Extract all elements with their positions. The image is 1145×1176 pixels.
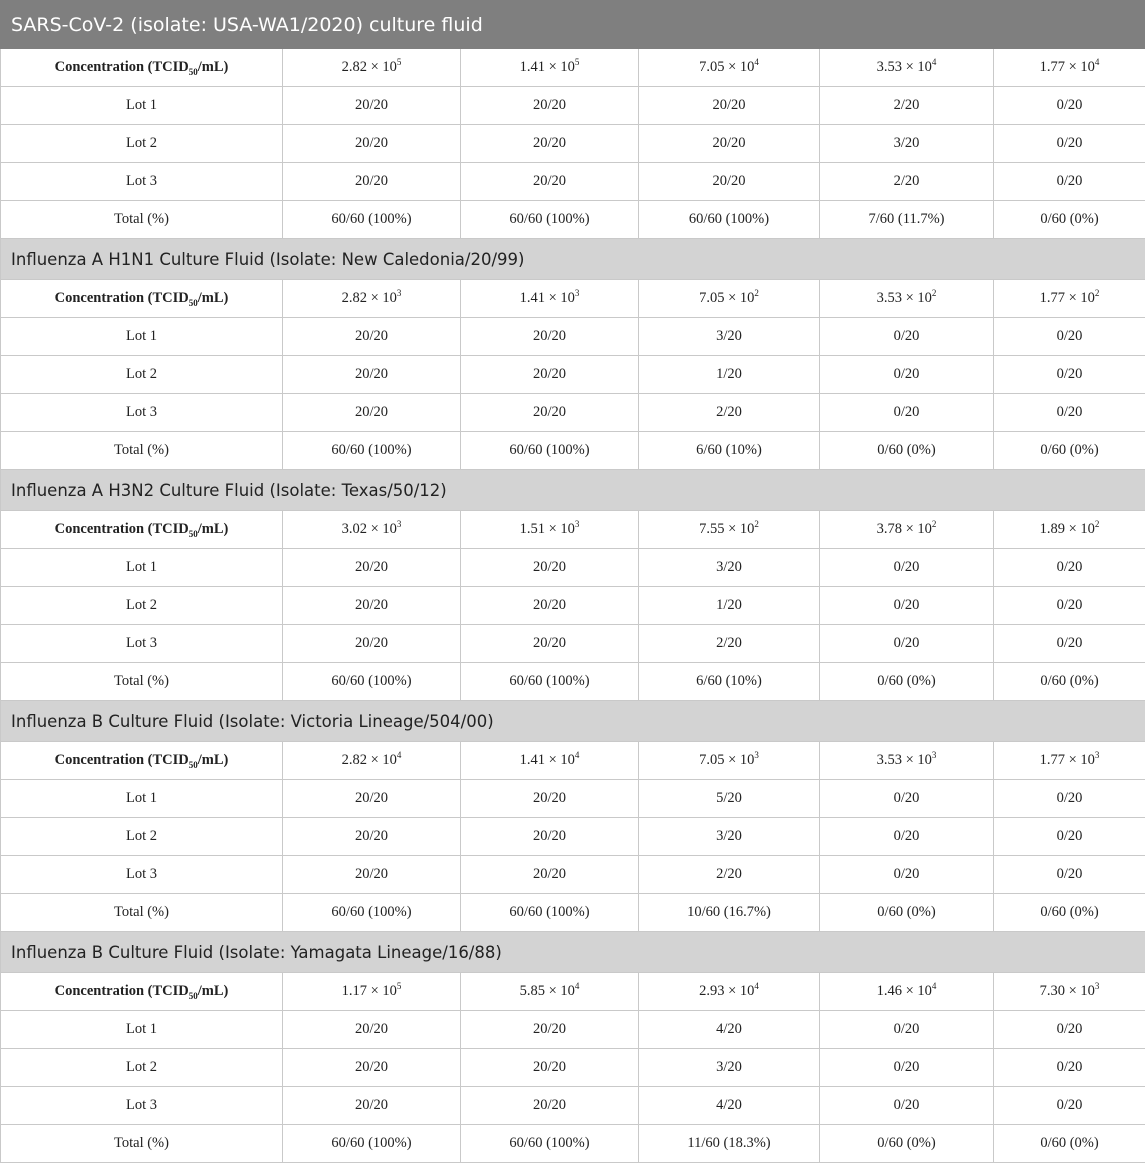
result-cell: 20/20 xyxy=(461,356,639,394)
section-title: SARS-CoV-2 (isolate: USA-WA1/2020) culture fluid xyxy=(1,1,1145,49)
result-cell: 20/20 xyxy=(283,318,461,356)
section-header-row xyxy=(1,1,1145,49)
concentration-label-tail: /mL) xyxy=(197,752,229,768)
concentration-mantissa: 7.05 × 10 xyxy=(699,290,755,306)
concentration-row xyxy=(1,280,1145,318)
concentration-exponent: 4 xyxy=(931,981,937,992)
concentration-exponent: 2 xyxy=(931,519,937,530)
result-cell: 0/60 (0%) xyxy=(820,1125,994,1163)
concentration-mantissa: 7.05 × 10 xyxy=(699,752,755,768)
lot-row xyxy=(1,356,1145,394)
concentration-exponent: 4 xyxy=(396,750,402,761)
lot-row xyxy=(1,549,1145,587)
result-cell: 1/20 xyxy=(639,587,820,625)
result-cell: 0/20 xyxy=(820,625,994,663)
result-cell: 20/20 xyxy=(283,125,461,163)
result-cell: 20/20 xyxy=(283,394,461,432)
concentration-mantissa: 5.85 × 10 xyxy=(519,983,575,999)
concentration-cell xyxy=(461,973,639,1011)
concentration-cell xyxy=(639,742,820,780)
result-cell: 0/60 (0%) xyxy=(994,1125,1145,1163)
section-header-row xyxy=(1,239,1145,280)
result-cell: 7/60 (11.7%) xyxy=(820,201,994,239)
concentration-mantissa: 1.46 × 10 xyxy=(876,983,932,999)
result-cell: 0/20 xyxy=(994,1087,1145,1125)
concentration-cell xyxy=(639,49,820,87)
result-cell: 60/60 (100%) xyxy=(461,1125,639,1163)
concentration-mantissa: 3.53 × 10 xyxy=(876,752,932,768)
result-cell: 0/20 xyxy=(994,318,1145,356)
concentration-cell xyxy=(283,280,461,318)
result-cell: 60/60 (100%) xyxy=(461,894,639,932)
concentration-cell xyxy=(994,49,1145,87)
result-cell: 3/20 xyxy=(639,1049,820,1087)
concentration-mantissa: 1.89 × 10 xyxy=(1039,521,1095,537)
lot-row xyxy=(1,163,1145,201)
concentration-exponent: 3 xyxy=(754,750,759,761)
result-cell: 20/20 xyxy=(461,1049,639,1087)
concentration-exponent: 5 xyxy=(396,981,402,992)
lot-row xyxy=(1,625,1145,663)
concentration-exponent: 2 xyxy=(754,288,759,299)
concentration-mantissa: 1.41 × 10 xyxy=(519,290,575,306)
concentration-mantissa: 1.41 × 10 xyxy=(519,59,575,75)
concentration-exponent: 3 xyxy=(1094,750,1100,761)
concentration-mantissa: 2.82 × 10 xyxy=(341,290,397,306)
row-label: Total (%) xyxy=(1,201,283,239)
result-cell: 1/20 xyxy=(639,356,820,394)
result-cell: 0/20 xyxy=(994,856,1145,894)
concentration-cell xyxy=(283,742,461,780)
row-label: Lot 1 xyxy=(1,318,283,356)
concentration-exponent: 3 xyxy=(931,750,937,761)
lot-row xyxy=(1,318,1145,356)
result-cell: 20/20 xyxy=(461,1087,639,1125)
lot-row xyxy=(1,587,1145,625)
concentration-row xyxy=(1,742,1145,780)
result-cell: 20/20 xyxy=(639,163,820,201)
concentration-label-main: Concentration (TCID xyxy=(54,59,189,75)
result-cell: 0/20 xyxy=(994,394,1145,432)
concentration-exponent: 4 xyxy=(754,57,759,68)
result-cell: 20/20 xyxy=(283,625,461,663)
concentration-label-main: Concentration (TCID xyxy=(54,983,189,999)
result-cell: 6/60 (10%) xyxy=(639,432,820,470)
result-cell: 0/20 xyxy=(820,394,994,432)
concentration-label-tail: /mL) xyxy=(197,521,229,537)
section-header-row xyxy=(1,470,1145,511)
row-label: Lot 3 xyxy=(1,625,283,663)
result-cell: 20/20 xyxy=(639,87,820,125)
result-cell: 60/60 (100%) xyxy=(461,201,639,239)
lot-row xyxy=(1,1049,1145,1087)
section-title: Influenza B Culture Fluid (Isolate: Victoria Lineage/504/00) xyxy=(1,701,1145,742)
result-cell: 2/20 xyxy=(639,856,820,894)
result-cell: 3/20 xyxy=(639,818,820,856)
concentration-cell xyxy=(994,511,1145,549)
result-cell: 0/60 (0%) xyxy=(994,894,1145,932)
result-cell: 0/20 xyxy=(994,625,1145,663)
result-cell: 0/20 xyxy=(820,1011,994,1049)
result-cell: 20/20 xyxy=(283,1087,461,1125)
result-cell: 0/60 (0%) xyxy=(994,663,1145,701)
result-cell: 20/20 xyxy=(283,1049,461,1087)
concentration-label xyxy=(1,511,283,549)
result-cell: 0/20 xyxy=(820,318,994,356)
concentration-cell xyxy=(461,280,639,318)
result-cell: 4/20 xyxy=(639,1087,820,1125)
lot-row xyxy=(1,818,1145,856)
concentration-mantissa: 1.51 × 10 xyxy=(519,521,575,537)
result-cell: 20/20 xyxy=(461,394,639,432)
concentration-exponent: 4 xyxy=(1094,57,1100,68)
result-cell: 0/20 xyxy=(994,125,1145,163)
result-cell: 0/20 xyxy=(994,163,1145,201)
result-cell: 20/20 xyxy=(461,318,639,356)
row-label: Lot 3 xyxy=(1,394,283,432)
result-cell: 3/20 xyxy=(639,549,820,587)
concentration-exponent: 3 xyxy=(574,288,580,299)
result-cell: 0/20 xyxy=(820,356,994,394)
result-cell: 20/20 xyxy=(461,125,639,163)
row-label: Lot 1 xyxy=(1,549,283,587)
result-cell: 60/60 (100%) xyxy=(639,201,820,239)
result-cell: 2/20 xyxy=(820,87,994,125)
result-cell: 0/20 xyxy=(994,1049,1145,1087)
concentration-mantissa: 7.55 × 10 xyxy=(699,521,755,537)
result-cell: 20/20 xyxy=(283,780,461,818)
result-cell: 0/20 xyxy=(994,549,1145,587)
concentration-cell xyxy=(820,511,994,549)
row-label: Total (%) xyxy=(1,894,283,932)
result-cell: 0/20 xyxy=(994,356,1145,394)
result-cell: 2/20 xyxy=(639,625,820,663)
concentration-label-subscript: 50 xyxy=(188,990,198,1001)
concentration-cell xyxy=(283,973,461,1011)
total-row xyxy=(1,894,1145,932)
concentration-exponent: 2 xyxy=(1094,519,1100,530)
section-header-row xyxy=(1,701,1145,742)
concentration-row xyxy=(1,973,1145,1011)
concentration-mantissa: 3.02 × 10 xyxy=(341,521,397,537)
result-cell: 60/60 (100%) xyxy=(283,894,461,932)
result-cell: 4/20 xyxy=(639,1011,820,1049)
concentration-exponent: 2 xyxy=(931,288,937,299)
result-cell: 0/20 xyxy=(820,587,994,625)
result-cell: 3/20 xyxy=(639,318,820,356)
result-cell: 3/20 xyxy=(820,125,994,163)
result-cell: 0/20 xyxy=(820,780,994,818)
concentration-mantissa: 3.78 × 10 xyxy=(876,521,932,537)
result-cell: 60/60 (100%) xyxy=(461,432,639,470)
section-title: Influenza A H1N1 Culture Fluid (Isolate: New Caledonia/20/99) xyxy=(1,239,1145,280)
concentration-cell xyxy=(639,973,820,1011)
row-label: Lot 2 xyxy=(1,125,283,163)
concentration-cell xyxy=(639,280,820,318)
result-cell: 0/20 xyxy=(994,780,1145,818)
concentration-cell xyxy=(639,511,820,549)
total-row xyxy=(1,432,1145,470)
result-cell: 2/20 xyxy=(820,163,994,201)
concentration-label-subscript: 50 xyxy=(188,297,198,308)
concentration-mantissa: 1.41 × 10 xyxy=(519,752,575,768)
result-cell: 20/20 xyxy=(639,125,820,163)
lot-row xyxy=(1,856,1145,894)
row-label: Lot 2 xyxy=(1,818,283,856)
result-cell: 0/20 xyxy=(994,818,1145,856)
result-cell: 0/60 (0%) xyxy=(820,432,994,470)
concentration-label xyxy=(1,280,283,318)
total-row xyxy=(1,1125,1145,1163)
concentration-mantissa: 2.82 × 10 xyxy=(341,752,397,768)
row-label: Lot 3 xyxy=(1,1087,283,1125)
section-title: Influenza B Culture Fluid (Isolate: Yamagata Lineage/16/88) xyxy=(1,932,1145,973)
result-cell: 20/20 xyxy=(283,1011,461,1049)
row-label: Lot 3 xyxy=(1,856,283,894)
result-cell: 0/20 xyxy=(994,1011,1145,1049)
result-cell: 0/20 xyxy=(820,549,994,587)
concentration-label-subscript: 50 xyxy=(188,759,198,770)
concentration-mantissa: 2.93 × 10 xyxy=(699,983,755,999)
total-row xyxy=(1,663,1145,701)
concentration-mantissa: 7.05 × 10 xyxy=(699,59,755,75)
concentration-label xyxy=(1,742,283,780)
result-cell: 20/20 xyxy=(461,87,639,125)
lot-row xyxy=(1,780,1145,818)
concentration-exponent: 3 xyxy=(574,519,580,530)
section-title: Influenza A H3N2 Culture Fluid (Isolate: Texas/50/12) xyxy=(1,470,1145,511)
concentration-mantissa: 1.77 × 10 xyxy=(1039,59,1095,75)
concentration-mantissa: 3.53 × 10 xyxy=(876,290,932,306)
result-cell: 20/20 xyxy=(283,587,461,625)
row-label: Lot 2 xyxy=(1,356,283,394)
concentration-exponent: 3 xyxy=(396,519,402,530)
row-label: Lot 1 xyxy=(1,1011,283,1049)
concentration-exponent: 4 xyxy=(574,750,580,761)
result-cell: 60/60 (100%) xyxy=(283,1125,461,1163)
row-label: Lot 1 xyxy=(1,87,283,125)
section-header-row xyxy=(1,932,1145,973)
row-label: Lot 2 xyxy=(1,587,283,625)
concentration-cell xyxy=(461,49,639,87)
concentration-label-tail: /mL) xyxy=(197,59,229,75)
lot-row xyxy=(1,1087,1145,1125)
concentration-cell xyxy=(820,973,994,1011)
result-cell: 20/20 xyxy=(283,163,461,201)
row-label: Total (%) xyxy=(1,432,283,470)
result-cell: 0/60 (0%) xyxy=(820,894,994,932)
result-cell: 20/20 xyxy=(461,163,639,201)
concentration-cell xyxy=(820,742,994,780)
total-row xyxy=(1,201,1145,239)
result-cell: 10/60 (16.7%) xyxy=(639,894,820,932)
row-label: Total (%) xyxy=(1,663,283,701)
concentration-label-tail: /mL) xyxy=(197,983,229,999)
concentration-label-subscript: 50 xyxy=(188,66,198,77)
result-cell: 60/60 (100%) xyxy=(283,201,461,239)
concentration-cell xyxy=(283,49,461,87)
result-cell: 0/20 xyxy=(820,856,994,894)
concentration-exponent: 3 xyxy=(396,288,402,299)
result-cell: 20/20 xyxy=(283,856,461,894)
concentration-exponent: 2 xyxy=(1094,288,1100,299)
result-cell: 20/20 xyxy=(283,87,461,125)
concentration-mantissa: 2.82 × 10 xyxy=(341,59,397,75)
result-cell: 0/20 xyxy=(820,1087,994,1125)
concentration-label xyxy=(1,49,283,87)
result-cell: 0/60 (0%) xyxy=(820,663,994,701)
concentration-exponent: 5 xyxy=(396,57,402,68)
result-cell: 0/60 (0%) xyxy=(994,432,1145,470)
concentration-exponent: 5 xyxy=(574,57,580,68)
result-cell: 20/20 xyxy=(283,356,461,394)
result-cell: 20/20 xyxy=(461,818,639,856)
result-cell: 0/20 xyxy=(994,87,1145,125)
concentration-label-main: Concentration (TCID xyxy=(54,752,189,768)
result-cell: 0/20 xyxy=(820,818,994,856)
concentration-label xyxy=(1,973,283,1011)
row-label: Lot 2 xyxy=(1,1049,283,1087)
concentration-exponent: 3 xyxy=(1094,981,1100,992)
concentration-cell xyxy=(461,742,639,780)
result-cell: 6/60 (10%) xyxy=(639,663,820,701)
result-cell: 20/20 xyxy=(461,780,639,818)
concentration-exponent: 4 xyxy=(574,981,580,992)
concentration-cell xyxy=(820,280,994,318)
lot-row xyxy=(1,1011,1145,1049)
result-cell: 20/20 xyxy=(461,1011,639,1049)
result-cell: 60/60 (100%) xyxy=(461,663,639,701)
concentration-label-main: Concentration (TCID xyxy=(54,521,189,537)
concentration-mantissa: 1.77 × 10 xyxy=(1039,290,1095,306)
lot-row xyxy=(1,125,1145,163)
concentration-mantissa: 1.77 × 10 xyxy=(1039,752,1095,768)
concentration-exponent: 4 xyxy=(754,981,759,992)
concentration-cell xyxy=(820,49,994,87)
concentration-mantissa: 7.30 × 10 xyxy=(1039,983,1095,999)
concentration-cell xyxy=(283,511,461,549)
result-cell: 20/20 xyxy=(461,856,639,894)
result-cell: 20/20 xyxy=(461,587,639,625)
result-cell: 0/20 xyxy=(820,1049,994,1087)
concentration-cell xyxy=(994,742,1145,780)
result-cell: 20/20 xyxy=(461,625,639,663)
concentration-exponent: 2 xyxy=(754,519,759,530)
lot-row xyxy=(1,394,1145,432)
concentration-cell xyxy=(994,973,1145,1011)
concentration-cell xyxy=(461,511,639,549)
result-cell: 60/60 (100%) xyxy=(283,663,461,701)
result-cell: 60/60 (100%) xyxy=(283,432,461,470)
concentration-label-main: Concentration (TCID xyxy=(54,290,189,306)
row-label: Total (%) xyxy=(1,1125,283,1163)
result-cell: 2/20 xyxy=(639,394,820,432)
result-cell: 20/20 xyxy=(283,818,461,856)
result-cell: 0/20 xyxy=(994,587,1145,625)
concentration-cell xyxy=(994,280,1145,318)
result-cell: 0/60 (0%) xyxy=(994,201,1145,239)
concentration-label-tail: /mL) xyxy=(197,290,229,306)
concentration-mantissa: 3.53 × 10 xyxy=(876,59,932,75)
lot-row xyxy=(1,87,1145,125)
row-label: Lot 3 xyxy=(1,163,283,201)
result-cell: 11/60 (18.3%) xyxy=(639,1125,820,1163)
result-cell: 20/20 xyxy=(461,549,639,587)
concentration-mantissa: 1.17 × 10 xyxy=(341,983,397,999)
row-label: Lot 1 xyxy=(1,780,283,818)
concentration-exponent: 4 xyxy=(931,57,937,68)
concentration-row xyxy=(1,511,1145,549)
concentration-row xyxy=(1,49,1145,87)
result-cell: 5/20 xyxy=(639,780,820,818)
result-cell: 20/20 xyxy=(283,549,461,587)
concentration-label-subscript: 50 xyxy=(188,528,198,539)
results-table-body xyxy=(1,1,1145,1163)
